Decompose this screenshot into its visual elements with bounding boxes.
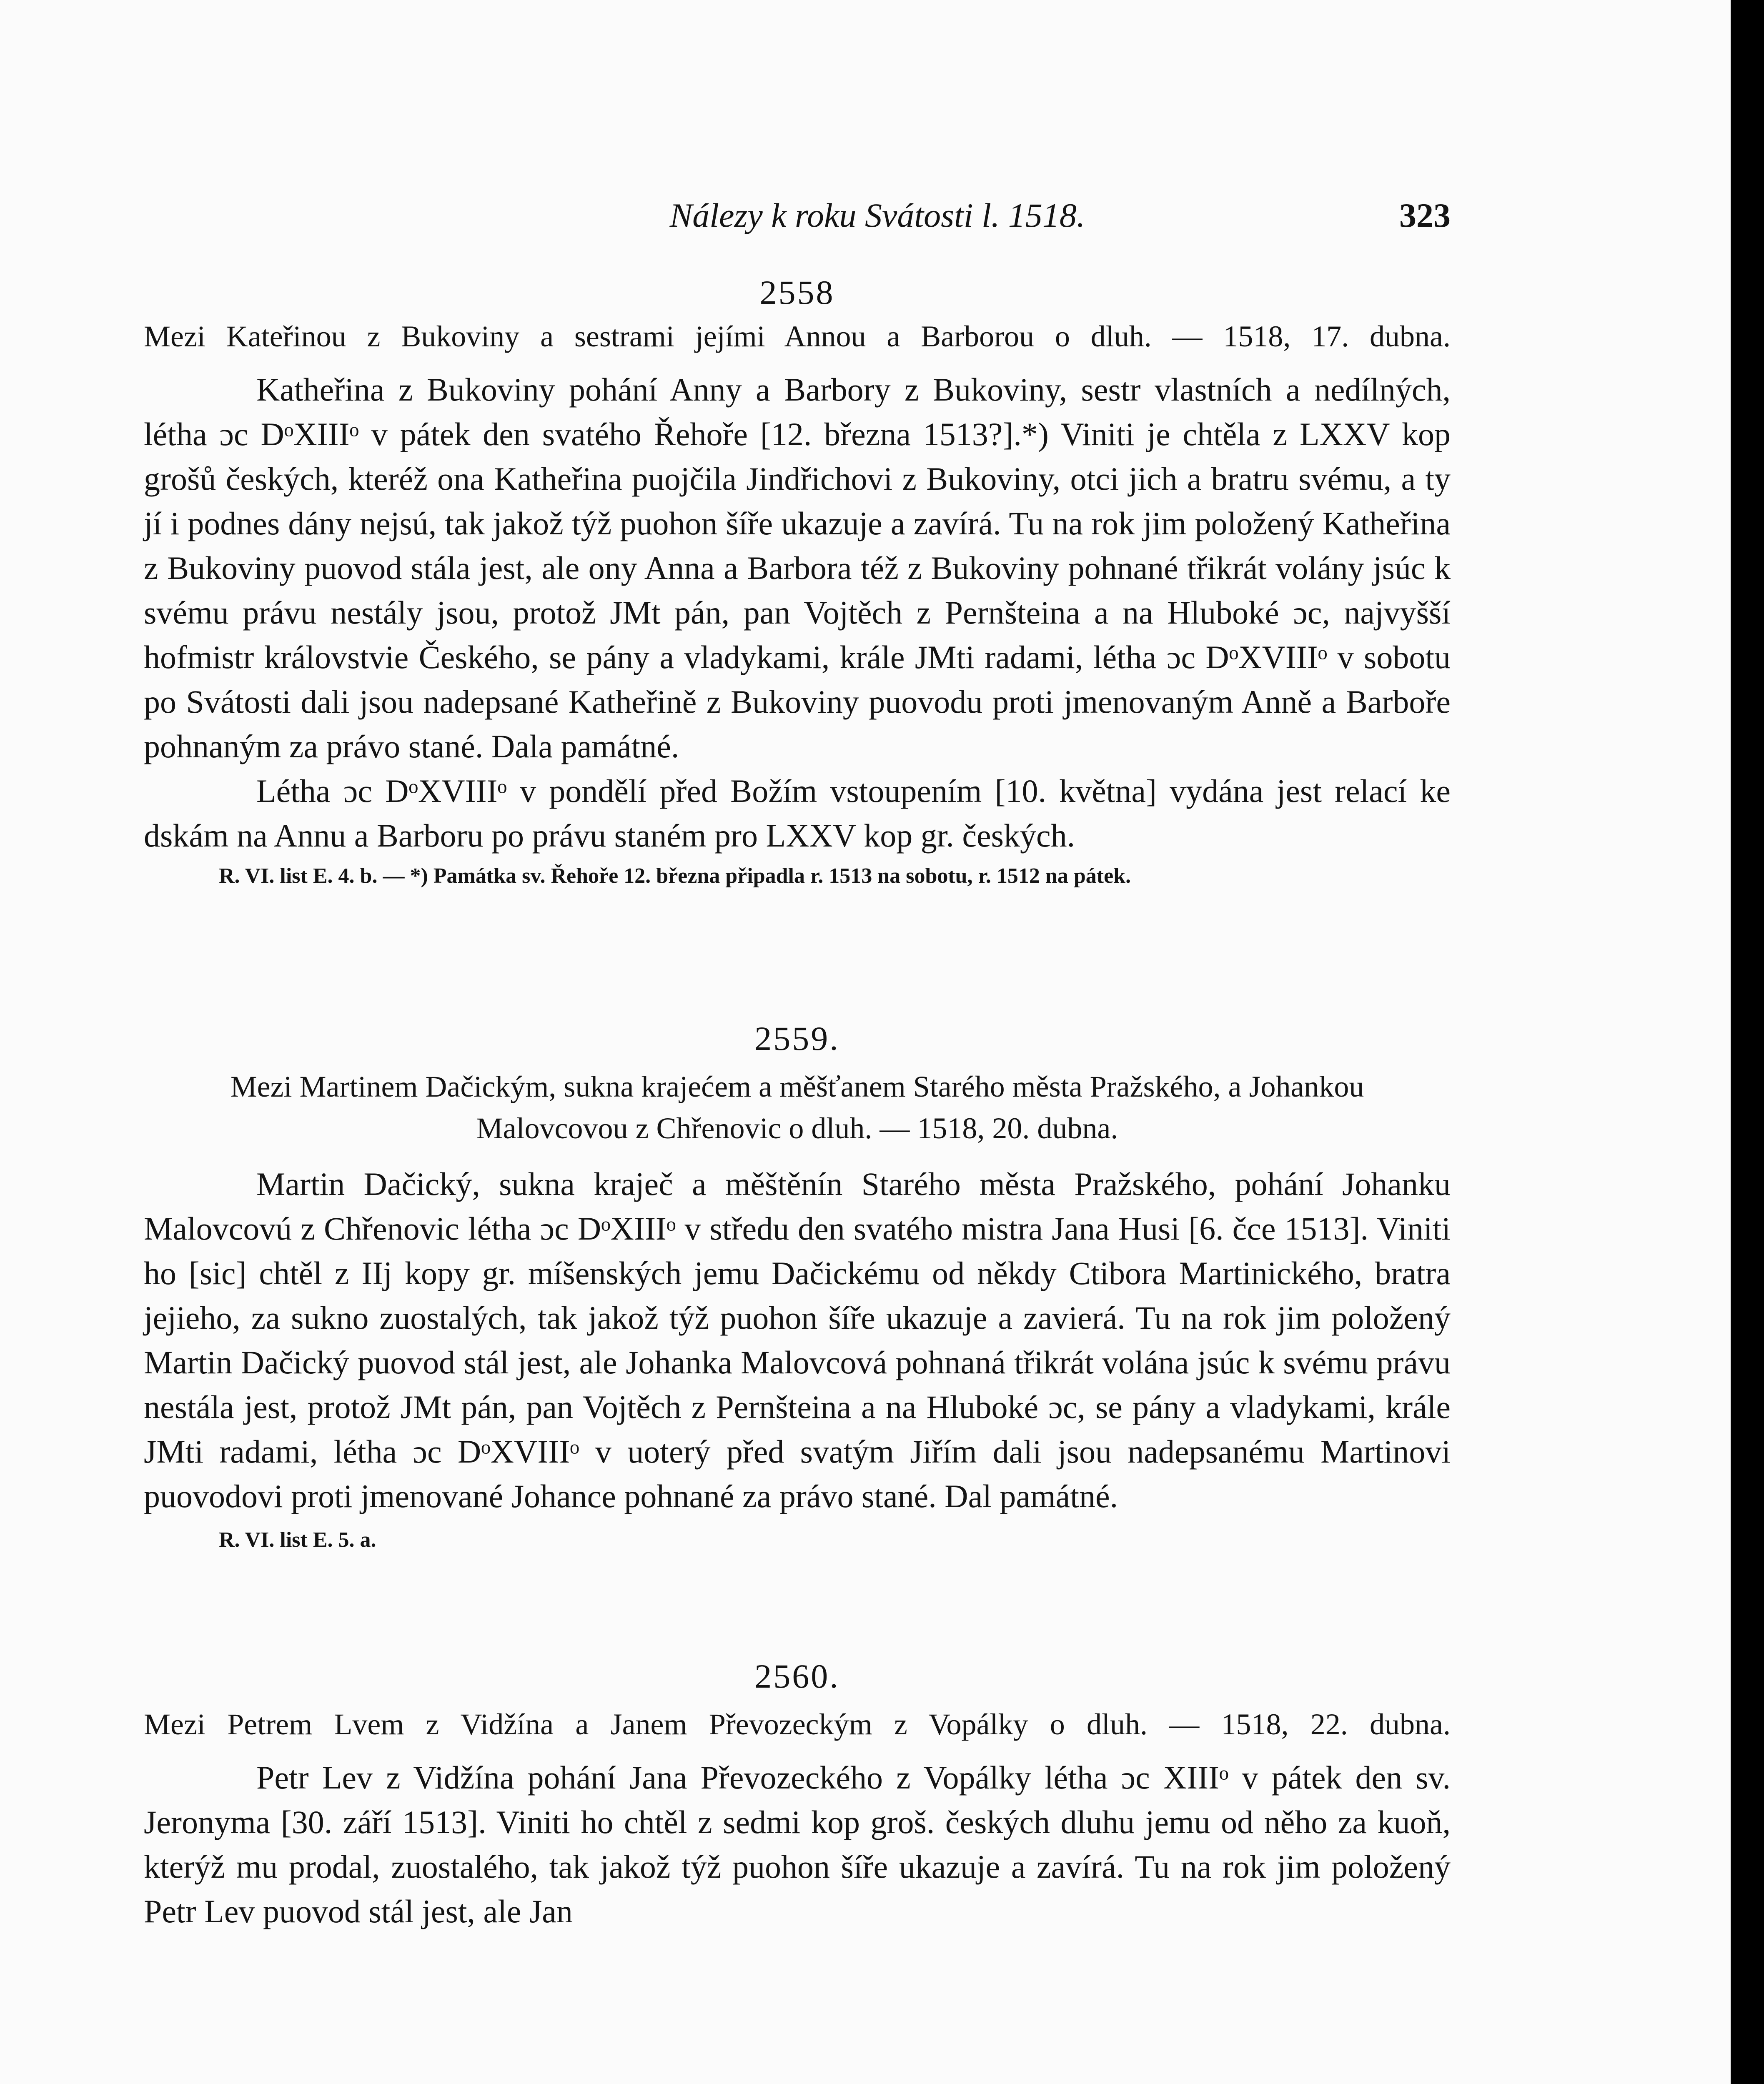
entry-number: 2559. [754,1019,840,1057]
entry-paragraph: Martin Dačický, sukna kraječ a měštěnín Starého města Pražského, pohání Johanku Malovcovú z Chřenovic létha ɔc DᵒXIIIᵒ v středu den svatého mistra Jana Husi [6. čce 1513]. Viniti ho [sic] chtěl z IIj kopy gr. míšenských jemu Dačickému od někdy Ctibora Martinického, bratra jejieho, za sukno zuostalých, tak jakož týž puohon šíře ukazuje a zavierá. Tu na rok jim položený Martin Dačický puovod stál jest, ale Johanka Malovcová pohnaná třikrát volána jsúc k svému právu nestála jest, protož JMt pán, pan Vojtěch z Pernšteina a na Hluboké ɔc, se pány a vladykami, krále JMti radami, létha ɔc DᵒXVIIIᵒ v uoterý před svatým Jiřím dali jsou nadepsanému Martinovi puovodovi proti jmenované Johance pohnané za právo stané. Dal památné. [144,1166,1451,1514]
entry-2560 [144,1657,1451,1934]
running-title: Nálezy k roku Svátosti l. 1518. [669,196,1085,234]
entry-heading: Mezi Martinem Dačickým, sukna krajećem a měšťanem Starého města Pražského, a Johankou Malovcovou z Chřenovic o dluh. — 1518, 20. dubna. [230,1070,1364,1145]
running-header [144,196,1451,242]
page-number: 323 [1399,196,1451,234]
entry-number: 2560. [754,1657,840,1695]
entry-paragraph: Petr Lev z Vidžína pohání Jana Převozeckého z Vopálky létha ɔc XIIIᵒ v pátek den sv. Jeronyma [30. září 1513]. Viniti ho chtěl z sedmi kop groš. českých dluhu jemu od něho za kuoň, kterýž mu prodal, zuostalého, tak jakož týž puohon šíře ukazuje a zavírá. Tu na rok jim položený Petr Lev puovod stál jest, ale Jan [144,1759,1451,1929]
entry-number: 2558 [759,273,835,311]
entry-heading: Mezi Petrem Lvem z Vidžína a Janem Převozeckým z Vopálky o dluh. — 1518, 22. dubna. [144,1708,1451,1741]
entry-paragraph: Létha ɔc DᵒXVIIIᵒ v pondělí před Božím vstoupením [10. května] vydána jest relací ke dskám na Annu a Barboru po právu staném pro LXXV kop gr. českých. [144,773,1451,854]
entry-2558 [144,273,1451,893]
entry-paragraph: Katheřina z Bukoviny pohání Anny a Barbory z Bukoviny, sestr vlastních a nedílných, létha ɔc DᵒXIIIᵒ v pátek den svatého Řehoře [12. března 1513?].*) Viniti je chtěla z LXXV kop grošů českých, kteréž ona Katheřina puojčila Jindřichovi z Bukoviny, otci jich a bratru svému, a ty jí i podnes dány nejsú, tak jakož týž puohon šíře ukazuje a zavírá. Tu na rok jim položený Katheřina z Bukoviny puovod stála jest, ale ony Anna a Barbora též z Bukoviny pohnané třikrát volány jsúc k svému právu nestály jsou, protož JMt pán, pan Vojtěch z Pernšteina a na Hluboké ɔc, najvyšší hofmistr královstvie Českého, se pány a vladykami, krále JMti radami, létha ɔc DᵒXVIIIᵒ v sobotu po Svátosti dali jsou nadepsané Katheřině z Bukoviny puovodu proti jmenovaným Anně a Barboře pohnaným za právo stané. Dala památné. [144,371,1451,764]
source-note: R. VI. list E. 4. b. — *) Památka sv. Řehoře 12. března připadla r. 1513 na sobotu, r. 1512 na pátek. [219,864,1131,888]
source-note: R. VI. list E. 5. a. [219,1528,376,1552]
entry-2559 [144,1019,1451,1557]
entry-heading: Mezi Kateřinou z Bukoviny a sestrami jejími Annou a Barborou o dluh. — 1518, 17. dubna. [144,320,1451,353]
